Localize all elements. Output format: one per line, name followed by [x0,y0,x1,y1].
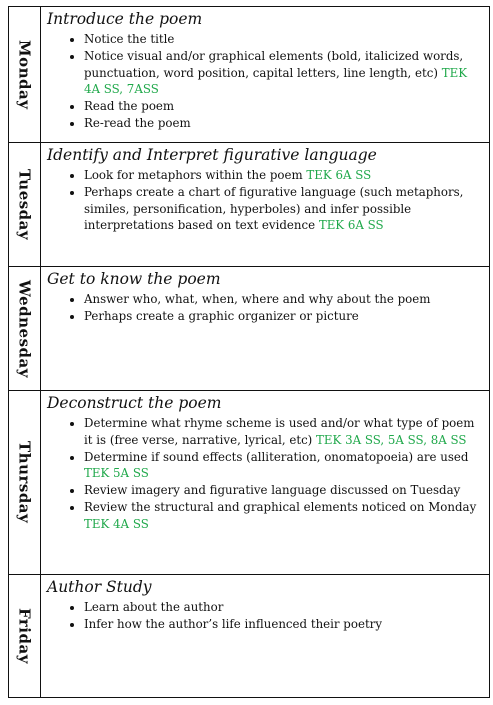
day-label: Thursday [15,441,34,524]
task-text: Perhaps create a graphic organizer or picture [84,308,359,323]
task-item [84,449,483,483]
weekly-planner-table [8,6,490,698]
task-text: Re-read the poem [84,115,191,130]
task-item [84,616,483,633]
task-item [84,31,483,48]
task-item [84,599,483,616]
day-label: Wednesday [15,279,34,378]
day-label: Friday [15,608,34,664]
tuesday-row [9,143,489,267]
task-text: Determine if sound effects (alliteration, onomatopoeia) are used [84,449,469,464]
day-label: Monday [15,39,34,110]
day-content [41,267,489,390]
task-list [47,599,483,633]
tek-code: TEK 5A SS [84,466,149,481]
day-label-cell [9,391,41,574]
task-item [84,167,483,184]
task-list [47,291,483,325]
task-text: Review imagery and figurative language discussed on Tuesday [84,483,461,498]
task-list [47,167,483,234]
task-text: Notice visual and/or graphical elements (bold, italicized words, punctuation, word position, capital letters, line length, etc) [84,48,464,80]
task-text: Review the structural and graphical elements noticed on Monday [84,499,477,514]
tek-code: TEK 4A SS [84,516,149,531]
wednesday-row [9,267,489,391]
day-label-cell [9,575,41,697]
task-list [47,31,483,132]
day-content [41,391,489,574]
day-heading: Deconstruct the poem [47,394,222,412]
day-label-cell [9,7,41,142]
task-text: Perhaps create a chart of figurative language (such metaphors, similes, personification, hyperboles) and infer possible interpretations based on text evidence [84,184,464,233]
task-item [84,184,483,234]
task-text: Notice the title [84,32,175,46]
task-item [84,48,483,98]
task-item [84,98,483,115]
tek-code: TEK 3A SS, 5A SS, 8A SS [316,432,467,447]
day-label: Tuesday [15,168,34,241]
day-content [41,143,489,266]
task-item [84,499,483,533]
day-heading: Get to know the poem [47,270,221,288]
monday-row [9,7,489,143]
task-text: Answer who, what, when, where and why about the poem [84,292,431,306]
task-text: Determine what rhyme scheme is used and/or what type of poem it is (free verse, narrative, lyrical, etc) [84,416,475,447]
task-text: Infer how the author’s life influenced their poetry [84,616,382,631]
task-item [84,482,483,499]
day-content [41,7,489,142]
task-item [84,291,483,308]
day-heading: Author Study [47,578,152,596]
task-text: Read the poem [84,99,175,114]
task-item [84,308,483,325]
friday-row [9,575,489,697]
tek-code: TEK 6A SS [318,218,384,233]
day-heading: Introduce the poem [47,10,203,28]
task-item [84,415,483,449]
task-text: Learn about the author [84,600,224,614]
thursday-row [9,391,489,575]
day-label-cell [9,143,41,266]
task-item [84,115,483,132]
task-list [47,415,483,533]
task-text: Look for metaphors within the poem [84,168,307,182]
tek-code: TEK 6A SS [306,168,372,182]
day-heading: Identify and Interpret figurative language [47,146,377,164]
day-label-cell [9,267,41,390]
day-content [41,575,489,697]
tek-code: TEK 4A SS, 7ASS [84,65,468,97]
